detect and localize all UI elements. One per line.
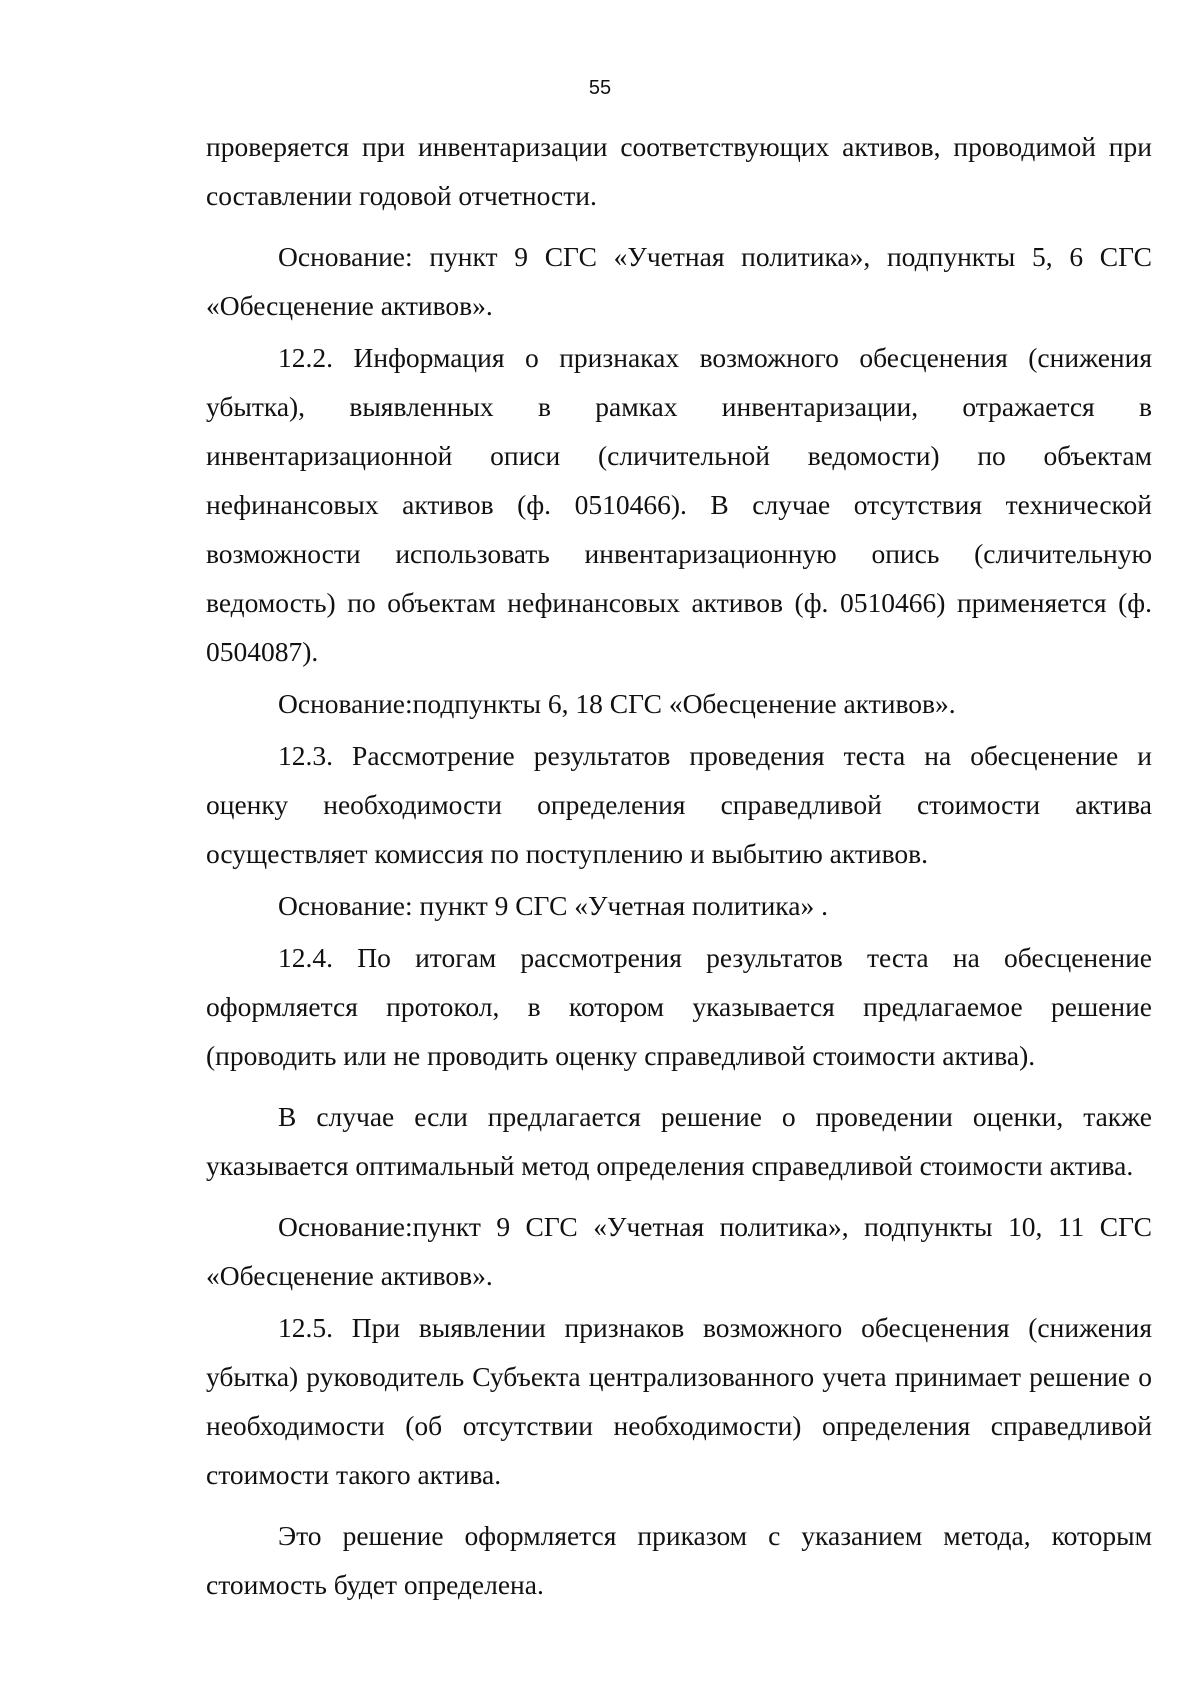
- paragraph-basis-1: Основание: пункт 9 СГС «Учетная политика», подпункты 5, 6 СГС «Обесценение активов».: [206, 241, 1152, 321]
- paragraph-basis-2: Основание:подпункты 6, 18 СГС «Обесценение активов».: [278, 688, 956, 719]
- paragraph-12-5: 12.5. При выявлении признаков возможного обесценения (снижения убытка) руководитель Субъекта централизованного учета принимает решение о необходимости (об отсутствии необходимости) определения справедливой стоимости такого актива.: [206, 1312, 1152, 1490]
- paragraph-12-2: 12.2. Информация о признаках возможного обесценения (снижения убытка), выявленных в рамках инвентаризации, отражается в инвентаризационной описи (сличительной ведомости) по объектам нефинансовых активов (ф. 0510466). В случае отсутствия технической возможности использовать инвентаризационную опись (сличительную ведомость) по объектам нефинансовых активов (ф. 0510466) применяется (ф. 0504087).: [206, 342, 1152, 667]
- paragraph-12-4: 12.4. По итогам рассмотрения результатов теста на обесценение оформляется протокол, в котором указывается предлагаемое решение (проводить или не проводить оценку справедливой стоимости актива).: [206, 942, 1152, 1071]
- paragraph-12-3: 12.3. Рассмотрение результатов проведения теста на обесценение и оценку необходимости определения справедливой стоимости актива осуществляет комиссия по поступлению и выбытию активов.: [206, 740, 1152, 869]
- paragraph-valuation-method: В случае если предлагается решение о проведении оценки, также указывается оптимальный метод определения справедливой стоимости актива.: [206, 1101, 1152, 1181]
- page-number: 55: [588, 77, 612, 99]
- paragraph-basis-4: Основание:пункт 9 СГС «Учетная политика», подпункты 10, 11 СГС «Обесценение активов».: [206, 1211, 1152, 1291]
- document-body: [206, 122, 1152, 1609]
- paragraph-order-decision: Это решение оформляется приказом с указанием метода, которым стоимость будет определена.: [206, 1520, 1152, 1600]
- paragraph-basis-3: Основание: пункт 9 СГС «Учетная политика» .: [278, 890, 828, 921]
- paragraph-continuation: проверяется при инвентаризации соответствующих активов, проводимой при составлении годовой отчетности.: [206, 131, 1152, 211]
